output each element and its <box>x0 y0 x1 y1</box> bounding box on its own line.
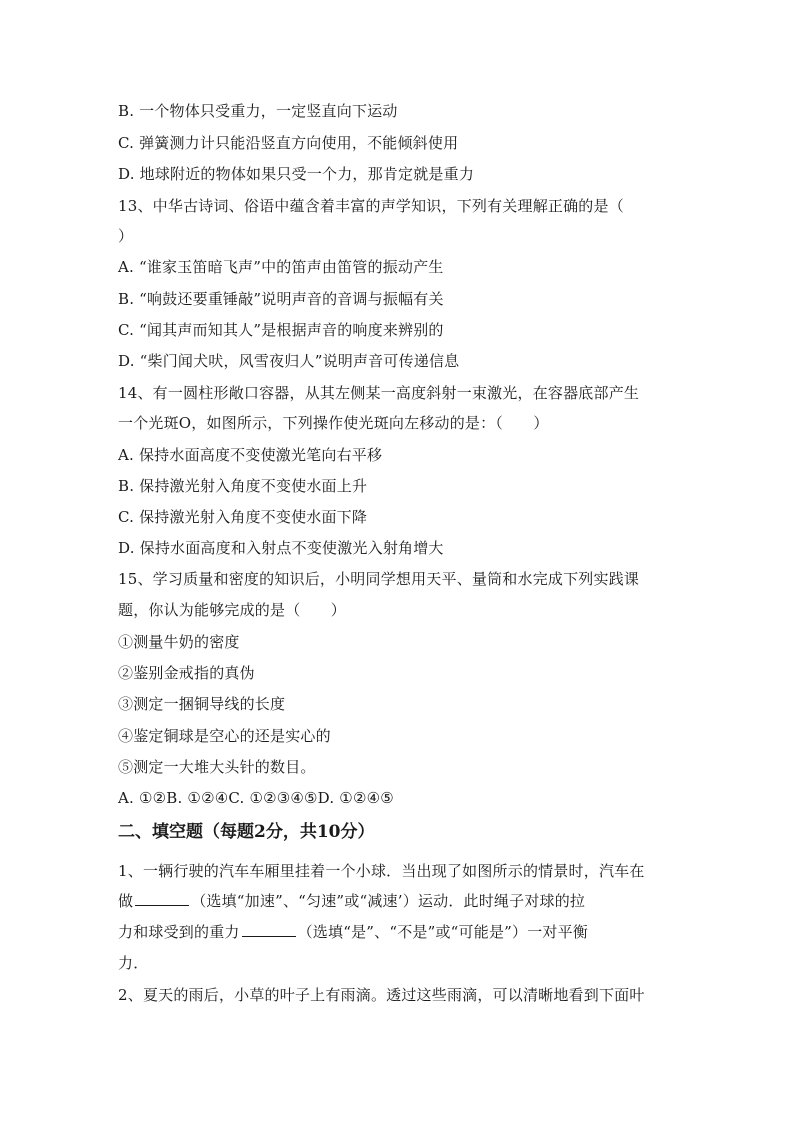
q15-item-5: ⑤测定一大堆大头针的数目。 <box>118 758 316 776</box>
q14-option-a: A. 保持水面高度不变使激光笔向右平移 <box>118 446 383 464</box>
q15-item-2: ②鉴别金戒指的真伪 <box>118 664 255 682</box>
q12-option-b: B. 一个物体只受重力，一定竖直向下运动 <box>118 102 398 120</box>
q13-option-d: D. “柴门闻犬吠，风雪夜归人”说明声音可传递信息 <box>118 352 460 370</box>
f1-blank-1[interactable] <box>135 891 189 906</box>
f1-blank-2[interactable] <box>242 922 296 937</box>
q14-option-c: C. 保持激光射入角度不变使水面下降 <box>118 508 368 526</box>
f1-line1: 1、一辆行驶的汽车车厢里挂着一个小球．当出现了如图所示的情景时，汽车在 <box>118 862 645 880</box>
f1-line2 <box>118 891 585 911</box>
f1-line3-prefix: 力和球受到的重力 <box>118 923 240 941</box>
q14-option-b: B. 保持激光射入角度不变使水面上升 <box>118 477 368 495</box>
q14-stem-line2: 一个光斑O，如图所示，下列操作使光斑向左移动的是：（ ） <box>118 414 549 432</box>
q13-stem-line2: ） <box>118 227 134 245</box>
q14-option-d: D. 保持水面高度和入射点不变使激光入射角增大 <box>118 539 444 557</box>
q15-item-3: ③测定一捆铜导线的长度 <box>118 695 286 713</box>
f1-line3-suffix: （选填“是”、“不是”或“可能是”）一对平衡 <box>297 923 589 941</box>
q15-options: A. ①②B. ①②④C. ①②③④⑤D. ①②④⑤ <box>118 789 394 807</box>
section-title-fill-blank: 二、填空题（每题2分，共10分） <box>118 822 375 842</box>
f1-line2-prefix: 做 <box>118 892 134 910</box>
q12-option-d: D. 地球附近的物体如果只受一个力，那肯定就是重力 <box>118 165 475 183</box>
q12-option-c: C. 弹簧测力计只能沿竖直方向使用，不能倾斜使用 <box>118 134 459 152</box>
q13-stem-line1: 13、中华古诗词、俗语中蕴含着丰富的声学知识，下列有关理解正确的是（ <box>118 197 624 215</box>
f1-line4: 力． <box>118 954 149 972</box>
q15-item-4: ④鉴定铜球是空心的还是实心的 <box>118 727 331 745</box>
q15-stem-line2: 题，你认为能够完成的是（ ） <box>118 601 347 619</box>
f1-line2-suffix: （选填“加速”、“匀速”或“减速’）运动．此时绳子对球的拉 <box>191 892 586 910</box>
q15-stem-line1: 15、学习质量和密度的知识后，小明同学想用天平、量筒和水完成下列实践课 <box>118 570 640 588</box>
q13-option-a: A. “谁家玉笛暗飞声”中的笛声由笛管的振动产生 <box>118 258 444 276</box>
q13-option-c: C. “闻其声而知其人”是根据声音的响度来辨别的 <box>118 321 444 339</box>
q15-item-1: ①测量牛奶的密度 <box>118 633 240 651</box>
q14-stem-line1: 14、有一圆柱形敞口容器，从其左侧某一高度斜射一束激光，在容器底部产生 <box>118 384 640 402</box>
f1-line3 <box>118 922 588 942</box>
q13-option-b: B. “响鼓还要重锤敲”说明声音的音调与振幅有关 <box>118 290 444 308</box>
f2-line1: 2、夏天的雨后，小草的叶子上有雨滴。透过这些雨滴，可以清晰地看到下面叶 <box>118 986 645 1004</box>
